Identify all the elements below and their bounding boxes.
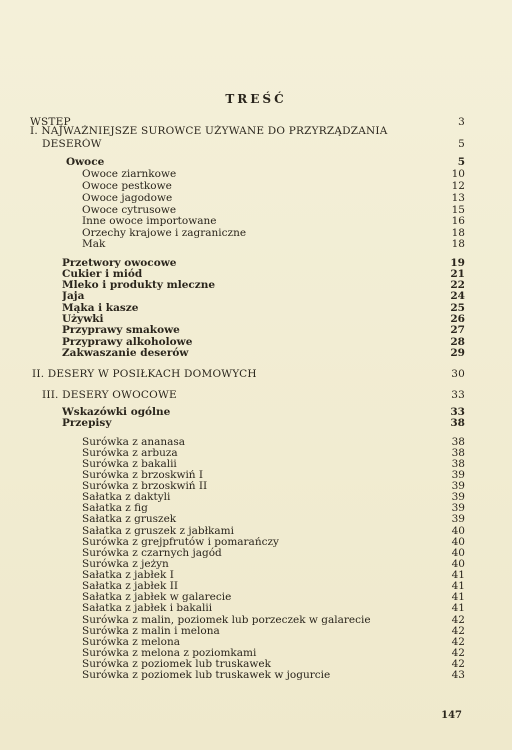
- toc-entry: [42, 389, 465, 401]
- toc-entry-page: 18: [451, 238, 465, 250]
- toc-entry-page: 13: [451, 192, 465, 204]
- toc-entry-label: Owoce jagodowe: [82, 192, 173, 204]
- toc-entry-label: Używki: [62, 313, 104, 325]
- toc-entry: [32, 368, 465, 380]
- toc-entry-page: 40: [451, 536, 465, 548]
- toc-entry-label: II. DESERY W POSIŁKACH DOMOWYCH: [32, 368, 257, 380]
- toc-entry: [62, 417, 465, 429]
- toc-entry-page: 28: [450, 336, 465, 348]
- toc-entry-label: Sałatka z daktyli: [82, 491, 171, 503]
- toc-entry-page: 39: [451, 469, 465, 481]
- toc-entry-label: Przetwory owocowe: [62, 257, 177, 269]
- toc-entry-page: 19: [450, 257, 465, 269]
- toc-entry-page: 40: [451, 525, 465, 537]
- toc-entry-page: 22: [450, 279, 465, 291]
- toc-entry-label: Cukier i miód: [62, 268, 143, 280]
- toc-entry-label: Sałatka z jabłek I: [82, 569, 174, 581]
- toc-entry-label: Surówka z ananasa: [82, 436, 186, 448]
- toc-entry-page: 41: [451, 602, 465, 614]
- toc-entry-page: 18: [451, 227, 465, 239]
- toc-entry-label: Sałatka z gruszek: [82, 513, 177, 525]
- page-number: 147: [441, 710, 462, 721]
- toc-entry-page: 33: [451, 389, 465, 401]
- toc-entry-page: 15: [451, 204, 465, 216]
- toc-entry-label: Surówka z brzoskwiń II: [82, 480, 208, 492]
- toc-entry-page: 42: [451, 614, 465, 626]
- toc-entry-page: 42: [451, 658, 465, 670]
- toc-entry-page: 30: [451, 368, 465, 380]
- toc-entry-page: 41: [451, 569, 465, 581]
- toc-entry-label: Zakwaszanie deserów: [62, 347, 189, 359]
- toc-entry-page: 42: [451, 625, 465, 637]
- toc-entry-page: 27: [450, 324, 465, 336]
- toc-entry-label: Surówka z poziomek lub truskawek: [82, 658, 271, 670]
- toc-entry-label: I. NAJWAŻNIEJSZE SUROWCE UŻYWANE DO PRZYRZĄDZANIA: [30, 125, 388, 137]
- toc-entry-label: Surówka z brzoskwiń I: [82, 469, 204, 481]
- toc-entry-label: Przyprawy smakowe: [62, 324, 180, 336]
- toc-entry-label: Surówka z malin, poziomek lub porzeczek w galarecie: [82, 614, 371, 626]
- toc-entry-page: 21: [450, 268, 465, 280]
- toc-entry-page: 5: [457, 156, 465, 168]
- toc-entry-label: Surówka z malin i melona: [82, 625, 220, 637]
- toc-entry-page: 33: [450, 406, 465, 418]
- toc-entry-page: 39: [451, 491, 465, 503]
- toc-entry-label: Jaja: [62, 290, 85, 302]
- toc-entry-label: Surówka z czarnych jagód: [82, 547, 222, 559]
- toc-entry: [66, 156, 465, 168]
- toc-entry-page: 42: [451, 636, 465, 648]
- toc-entry: [82, 238, 465, 250]
- toc-entry-label: Owoce: [66, 156, 105, 168]
- toc-entry: [82, 669, 465, 681]
- toc-entry-page: 38: [451, 447, 465, 459]
- toc-entry-page: 38: [451, 436, 465, 448]
- toc-entry-label: Sałatka z jabłek i bakalii: [82, 602, 213, 614]
- toc-entry: [62, 290, 465, 302]
- toc-entry-page: 38: [451, 458, 465, 470]
- toc-entry-page: 12: [451, 180, 465, 192]
- toc-entry-page: 25: [450, 302, 465, 314]
- toc-entry-label: Wskazówki ogólne: [62, 406, 171, 418]
- toc-entry-page: 41: [451, 591, 465, 603]
- toc-entry: [30, 125, 465, 137]
- toc-entry-label: Mąka i kasze: [62, 302, 139, 314]
- toc-entry: [82, 513, 465, 525]
- toc-entry-label: Owoce cytrusowe: [82, 204, 177, 216]
- toc-entry-label: Sałatka z jabłek w galarecie: [82, 591, 232, 603]
- toc-entry-page: 26: [450, 313, 465, 325]
- toc-entry-page: 38: [450, 417, 465, 429]
- toc-entry-label: Surówka z melona: [82, 636, 180, 648]
- toc-entry-page: 43: [451, 669, 465, 681]
- toc-entry-label: Sałatka z jabłek II: [82, 580, 179, 592]
- toc-entry-label: Owoce ziarnkowe: [82, 168, 177, 180]
- toc-entry-label: Sałatka z gruszek z jabłkami: [82, 525, 234, 537]
- toc-entry-page: 39: [451, 502, 465, 514]
- toc-entry-label: Surówka z grejpfrutów i pomarańczy: [82, 536, 279, 548]
- toc-entry-page: 41: [451, 580, 465, 592]
- toc-entry-label: Inne owoce importowane: [82, 215, 217, 227]
- toc-entry-label: Mleko i produkty mleczne: [62, 279, 216, 291]
- toc-entry-page: 42: [451, 647, 465, 659]
- toc-entry-page: 39: [451, 513, 465, 525]
- toc-entry-label: Orzechy krajowe i zagraniczne: [82, 227, 247, 239]
- toc-entry-page: 40: [451, 547, 465, 559]
- toc-entry-page: 5: [458, 138, 465, 150]
- toc-entry-label: Owoce pestkowe: [82, 180, 172, 192]
- toc-entry-label: Surówka z arbuza: [82, 447, 178, 459]
- toc-entry-page: 24: [450, 290, 465, 302]
- toc-entry-page: 10: [451, 168, 465, 180]
- toc-entry-label: Surówka z bakalii: [82, 458, 177, 470]
- page-title: TREŚĆ: [225, 92, 287, 106]
- toc-entry-label: Surówka z jeżyn: [82, 558, 169, 570]
- toc-entry-page: 39: [451, 480, 465, 492]
- toc-entry-page: 3: [458, 116, 465, 128]
- toc-entry: [82, 602, 465, 614]
- toc-entry: [82, 192, 465, 204]
- toc-entry-page: 40: [451, 558, 465, 570]
- toc-entry-label: DESERÓW: [42, 138, 102, 150]
- toc-entry: [82, 215, 465, 227]
- toc-entry-label: WSTĘP: [30, 116, 71, 128]
- toc-entry-label: Sałatka z fig: [82, 502, 148, 514]
- toc-entry-label: Surówka z melona z poziomkami: [82, 647, 257, 659]
- toc-entry-label: Przyprawy alkoholowe: [62, 336, 193, 348]
- toc-entry: [62, 324, 465, 336]
- toc-entry-page: 29: [450, 347, 465, 359]
- toc-entry: [82, 168, 465, 180]
- toc-entry: [62, 347, 465, 359]
- toc-entry-label: Surówka z poziomek lub truskawek w jogurcie: [82, 669, 331, 681]
- toc-entry: [82, 180, 465, 192]
- toc-entry-page: 16: [451, 215, 465, 227]
- toc-entry-label: Mak: [82, 238, 106, 250]
- toc-entry-label: Przepisy: [62, 417, 112, 429]
- toc-entry: [42, 138, 465, 150]
- toc-entry-label: III. DESERY OWOCOWE: [42, 389, 177, 401]
